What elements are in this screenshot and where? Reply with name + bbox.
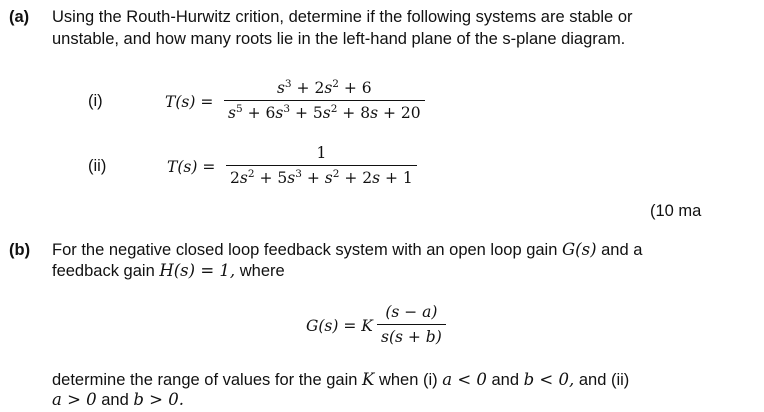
- gs-lhs: G(s) = K: [306, 317, 373, 335]
- item-ii-denominator: $2s^2 + 5s^3 + s^2 + 2s + 1$: [226, 165, 417, 188]
- item-ii-fraction: [226, 143, 417, 188]
- part-b-question-line-4: a > 0 and b > 0.: [52, 390, 184, 409]
- part-b-label: (b): [9, 241, 31, 259]
- marks-allocation: (10 ma: [650, 202, 702, 220]
- part-b-question-line-2: feedback gain H(s) = 1, where: [52, 261, 285, 280]
- gs-denominator: s(s + b): [377, 324, 446, 347]
- part-b-question-line-3: determine the range of values for the gain K when (i) a < 0 and b < 0, and (ii): [52, 370, 630, 389]
- part-b-question-line-1: For the negative closed loop feedback system with an open loop gain G(s) and a: [52, 240, 643, 259]
- item-i-label: (i): [88, 92, 103, 110]
- part-a-question-line-2: unstable, and how many roots lie in the left-hand plane of the s-plane diagram.: [52, 30, 626, 48]
- item-ii-lhs: T(s) =: [167, 158, 216, 176]
- item-i-fraction: [224, 78, 425, 123]
- item-ii-numerator: 1: [316, 144, 327, 162]
- item-i-denominator: $s^5 + 6s^3 + 5s^2 + 8s + 20$: [224, 100, 425, 123]
- part-a-question-line-1: Using the Routh-Hurwitz crition, determine if the following systems are stable or: [52, 8, 633, 26]
- open-loop-gain-symbol: G(s): [562, 240, 597, 259]
- gs-fraction: [377, 302, 446, 347]
- item-i-lhs: T(s) =: [165, 93, 214, 111]
- item-i-numerator: $s^3 + 2s^2 + 6$: [276, 78, 372, 97]
- feedback-gain-symbol: H(s) = 1,: [159, 261, 236, 280]
- gs-numerator: (s − a): [385, 303, 438, 321]
- part-a-label: (a): [9, 8, 30, 26]
- item-ii-label: (ii): [88, 157, 107, 175]
